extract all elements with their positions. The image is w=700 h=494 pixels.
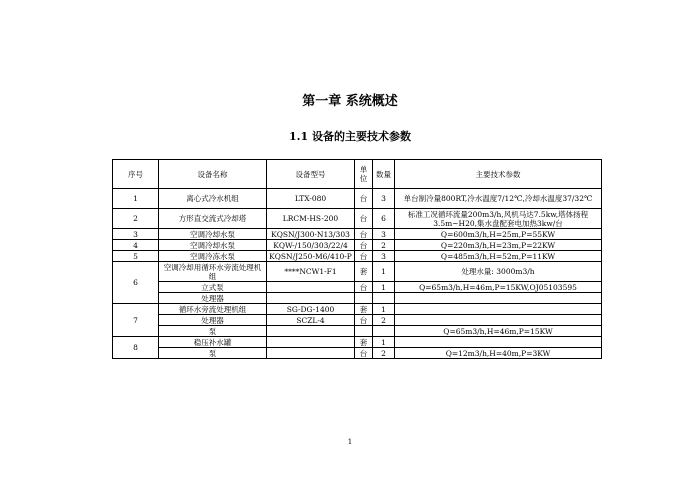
cell-name: 稳压补水罐 — [159, 337, 267, 348]
table-row — [113, 293, 602, 304]
cell-model: LRCM-HS-200 — [267, 209, 355, 229]
table-row — [113, 251, 602, 262]
cell-params: Q=485m3/h,H=52m,P=11KW — [395, 251, 602, 262]
cell-params — [395, 315, 602, 326]
header-unit: 单位 — [355, 160, 373, 189]
cell-params: 单台制冷量800RT,冷水温度7/12℃,冷却水温度37/32℃ — [395, 189, 602, 209]
cell-qty: 6 — [373, 209, 395, 229]
cell-model — [267, 326, 355, 337]
cell-name: 空调冷冻水泵 — [159, 251, 267, 262]
cell-model — [267, 293, 355, 304]
cell-name: 空调冷却水泵 — [159, 229, 267, 240]
chapter-title: 第一章 系统概述 — [302, 94, 398, 109]
cell-index: 2 — [113, 209, 159, 229]
cell-name: 泵 — [159, 326, 267, 337]
cell-qty: 1 — [373, 262, 395, 282]
cell-qty — [373, 326, 395, 337]
cell-model: KQSN/J300-N13/303 — [267, 229, 355, 240]
cell-name: 空调冷却水泵 — [159, 240, 267, 251]
cell-unit: 台 — [355, 251, 373, 262]
cell-unit: 套 — [355, 304, 373, 315]
cell-model: SG-DG-1400 — [267, 304, 355, 315]
cell-index: 7 — [113, 304, 159, 337]
cell-qty: 1 — [373, 282, 395, 293]
cell-index: 6 — [113, 262, 159, 304]
table-row — [113, 189, 602, 209]
cell-qty: 3 — [373, 229, 395, 240]
cell-index: 4 — [113, 240, 159, 251]
cell-model — [267, 337, 355, 348]
cell-model: SCZL-4 — [267, 315, 355, 326]
cell-qty: 2 — [373, 240, 395, 251]
cell-unit: 台 — [355, 240, 373, 251]
cell-params: Q=600m3/h,H=25m,P=55KW — [395, 229, 602, 240]
cell-unit: 台 — [355, 315, 373, 326]
table-row — [113, 282, 602, 293]
cell-index: 5 — [113, 251, 159, 262]
cell-qty: 3 — [373, 251, 395, 262]
cell-params: Q=65m3/h,H=46m,P=15KW,OJ05103595 — [395, 282, 602, 293]
cell-params — [395, 337, 602, 348]
page-number: 1 — [347, 438, 353, 446]
table-row — [113, 315, 602, 326]
cell-unit — [355, 326, 373, 337]
cell-name: 处理器 — [159, 315, 267, 326]
cell-model: KQSN/J250-M6/410-P — [267, 251, 355, 262]
equipment-spec-table — [112, 159, 602, 359]
header-index: 序号 — [113, 160, 159, 189]
cell-index: 1 — [113, 189, 159, 209]
cell-model — [267, 348, 355, 359]
cell-qty: 3 — [373, 189, 395, 209]
table-row — [113, 304, 602, 315]
header-qty: 数量 — [373, 160, 395, 189]
cell-name: 离心式冷水机组 — [159, 189, 267, 209]
cell-params: 标准工况循环流量200m3/h,风机马达7.5kw,塔体扬程3.5m~H20,集水盘配套电加热3kw/台 — [395, 209, 602, 229]
cell-name: 处理器 — [159, 293, 267, 304]
cell-qty — [373, 293, 395, 304]
cell-name: 泵 — [159, 348, 267, 359]
cell-unit: 台 — [355, 229, 373, 240]
cell-params: Q=65m3/h,H=46m,P=15KW — [395, 326, 602, 337]
cell-model: KQW-/150/303/22/4 — [267, 240, 355, 251]
header-name: 设备名称 — [159, 160, 267, 189]
cell-name: 循环水旁流处理机组 — [159, 304, 267, 315]
table-row — [113, 326, 602, 337]
cell-params — [395, 304, 602, 315]
cell-unit: 台 — [355, 209, 373, 229]
cell-params — [395, 293, 602, 304]
cell-index: 3 — [113, 229, 159, 240]
cell-unit: 套 — [355, 262, 373, 282]
section-title: 1.1 设备的主要技术参数 — [289, 130, 411, 143]
cell-qty: 1 — [373, 304, 395, 315]
header-model: 设备型号 — [267, 160, 355, 189]
cell-unit: 套 — [355, 337, 373, 348]
cell-params: Q=12m3/h,H=40m,P=3KW — [395, 348, 602, 359]
cell-unit: 台 — [355, 189, 373, 209]
cell-model: ****NCW1-F1 — [267, 262, 355, 282]
table-row — [113, 209, 602, 229]
table-header-row — [113, 160, 602, 189]
cell-name: 立式泵 — [159, 282, 267, 293]
cell-index: 8 — [113, 337, 159, 359]
cell-qty: 2 — [373, 315, 395, 326]
cell-name: 空调冷却用循环水旁流处理机组 — [159, 262, 267, 282]
header-params: 主要技术参数 — [395, 160, 602, 189]
table-row — [113, 229, 602, 240]
cell-params: 处理水量: 3000m3/h — [395, 262, 602, 282]
cell-model: LTX-080 — [267, 189, 355, 209]
cell-qty: 1 — [373, 337, 395, 348]
cell-model — [267, 282, 355, 293]
table-row — [113, 262, 602, 282]
cell-qty: 2 — [373, 348, 395, 359]
cell-unit: 台 — [355, 282, 373, 293]
cell-unit: 台 — [355, 348, 373, 359]
cell-params: Q=220m3/h,H=23m,P=22KW — [395, 240, 602, 251]
table-row — [113, 240, 602, 251]
cell-name: 方形直交流式冷却塔 — [159, 209, 267, 229]
table-row — [113, 348, 602, 359]
table-row — [113, 337, 602, 348]
cell-unit — [355, 293, 373, 304]
